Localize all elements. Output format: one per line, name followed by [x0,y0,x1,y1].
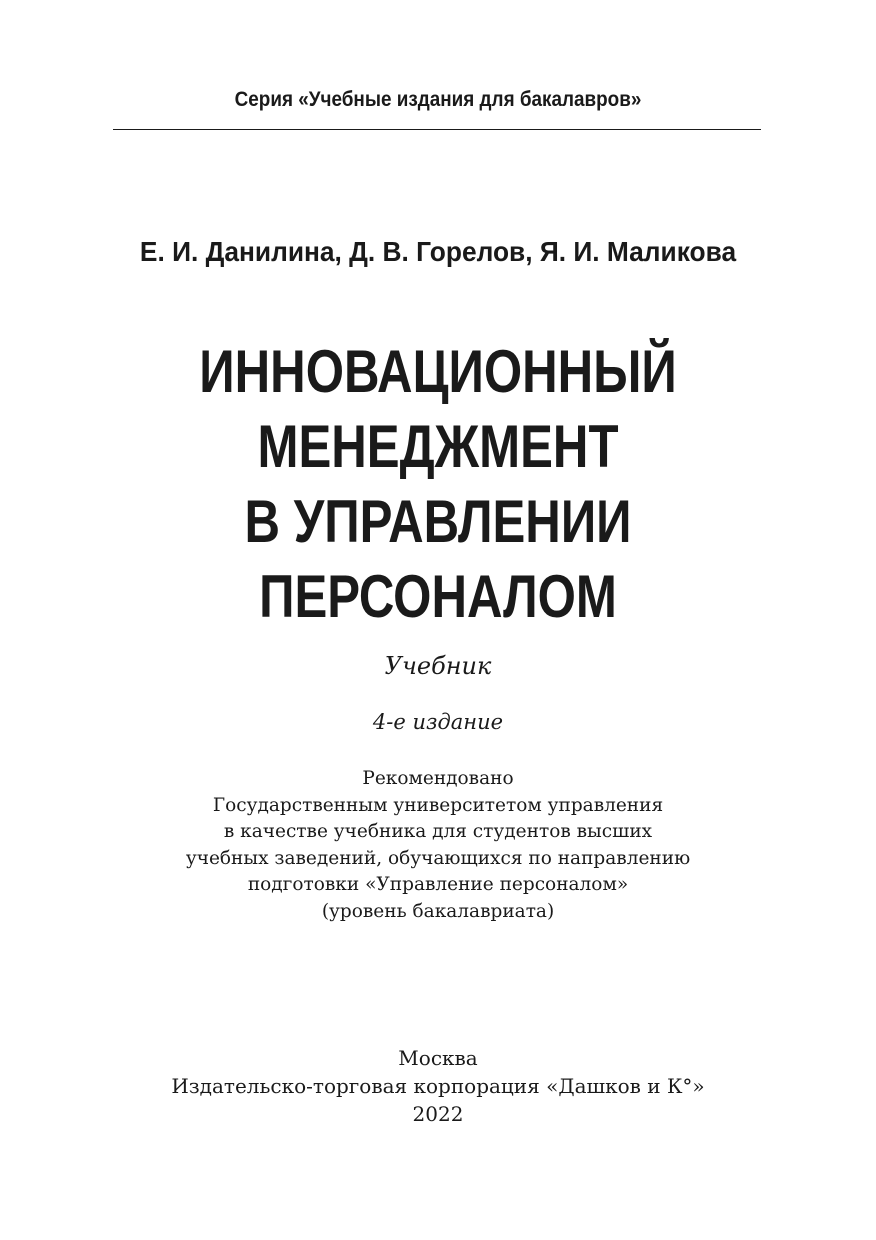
recommendation-line: Рекомендовано [362,768,514,789]
imprint [0,1044,876,1128]
recommendation-line: Государственным университетом управления [212,794,664,816]
series-title: Серия «Учебные издания для бакалавров» [234,88,642,111]
publisher-city: Москва [398,1046,478,1070]
recommendation-line: подготовки «Управление персоналом» [247,874,629,895]
publication-year: 2022 [412,1102,464,1126]
publisher-name: Издательско-торговая корпорация «Дашков и К°» [171,1074,705,1098]
recommendation-line: (уровень бакалавриата) [321,900,555,922]
recommendation [0,766,876,925]
recommendation-line: в качестве учебника для студентов высших [223,821,653,842]
title-line: МЕНЕДЖМЕНТ [257,413,619,480]
title-line: ПЕРСОНАЛОМ [259,563,617,630]
authors: Е. И. Данилина, Д. В. Горелов, Я. И. Маликова [139,236,737,267]
recommendation-line: учебных заведений, обучающихся по направлению [185,847,691,869]
edition: 4-е издание [372,710,504,734]
series-divider [113,129,761,130]
title-line: ИННОВАЦИОННЫЙ [199,338,677,405]
book-title [79,334,797,634]
book-type: Учебник [384,652,492,680]
title-line: В УПРАВЛЕНИИ [244,488,632,555]
